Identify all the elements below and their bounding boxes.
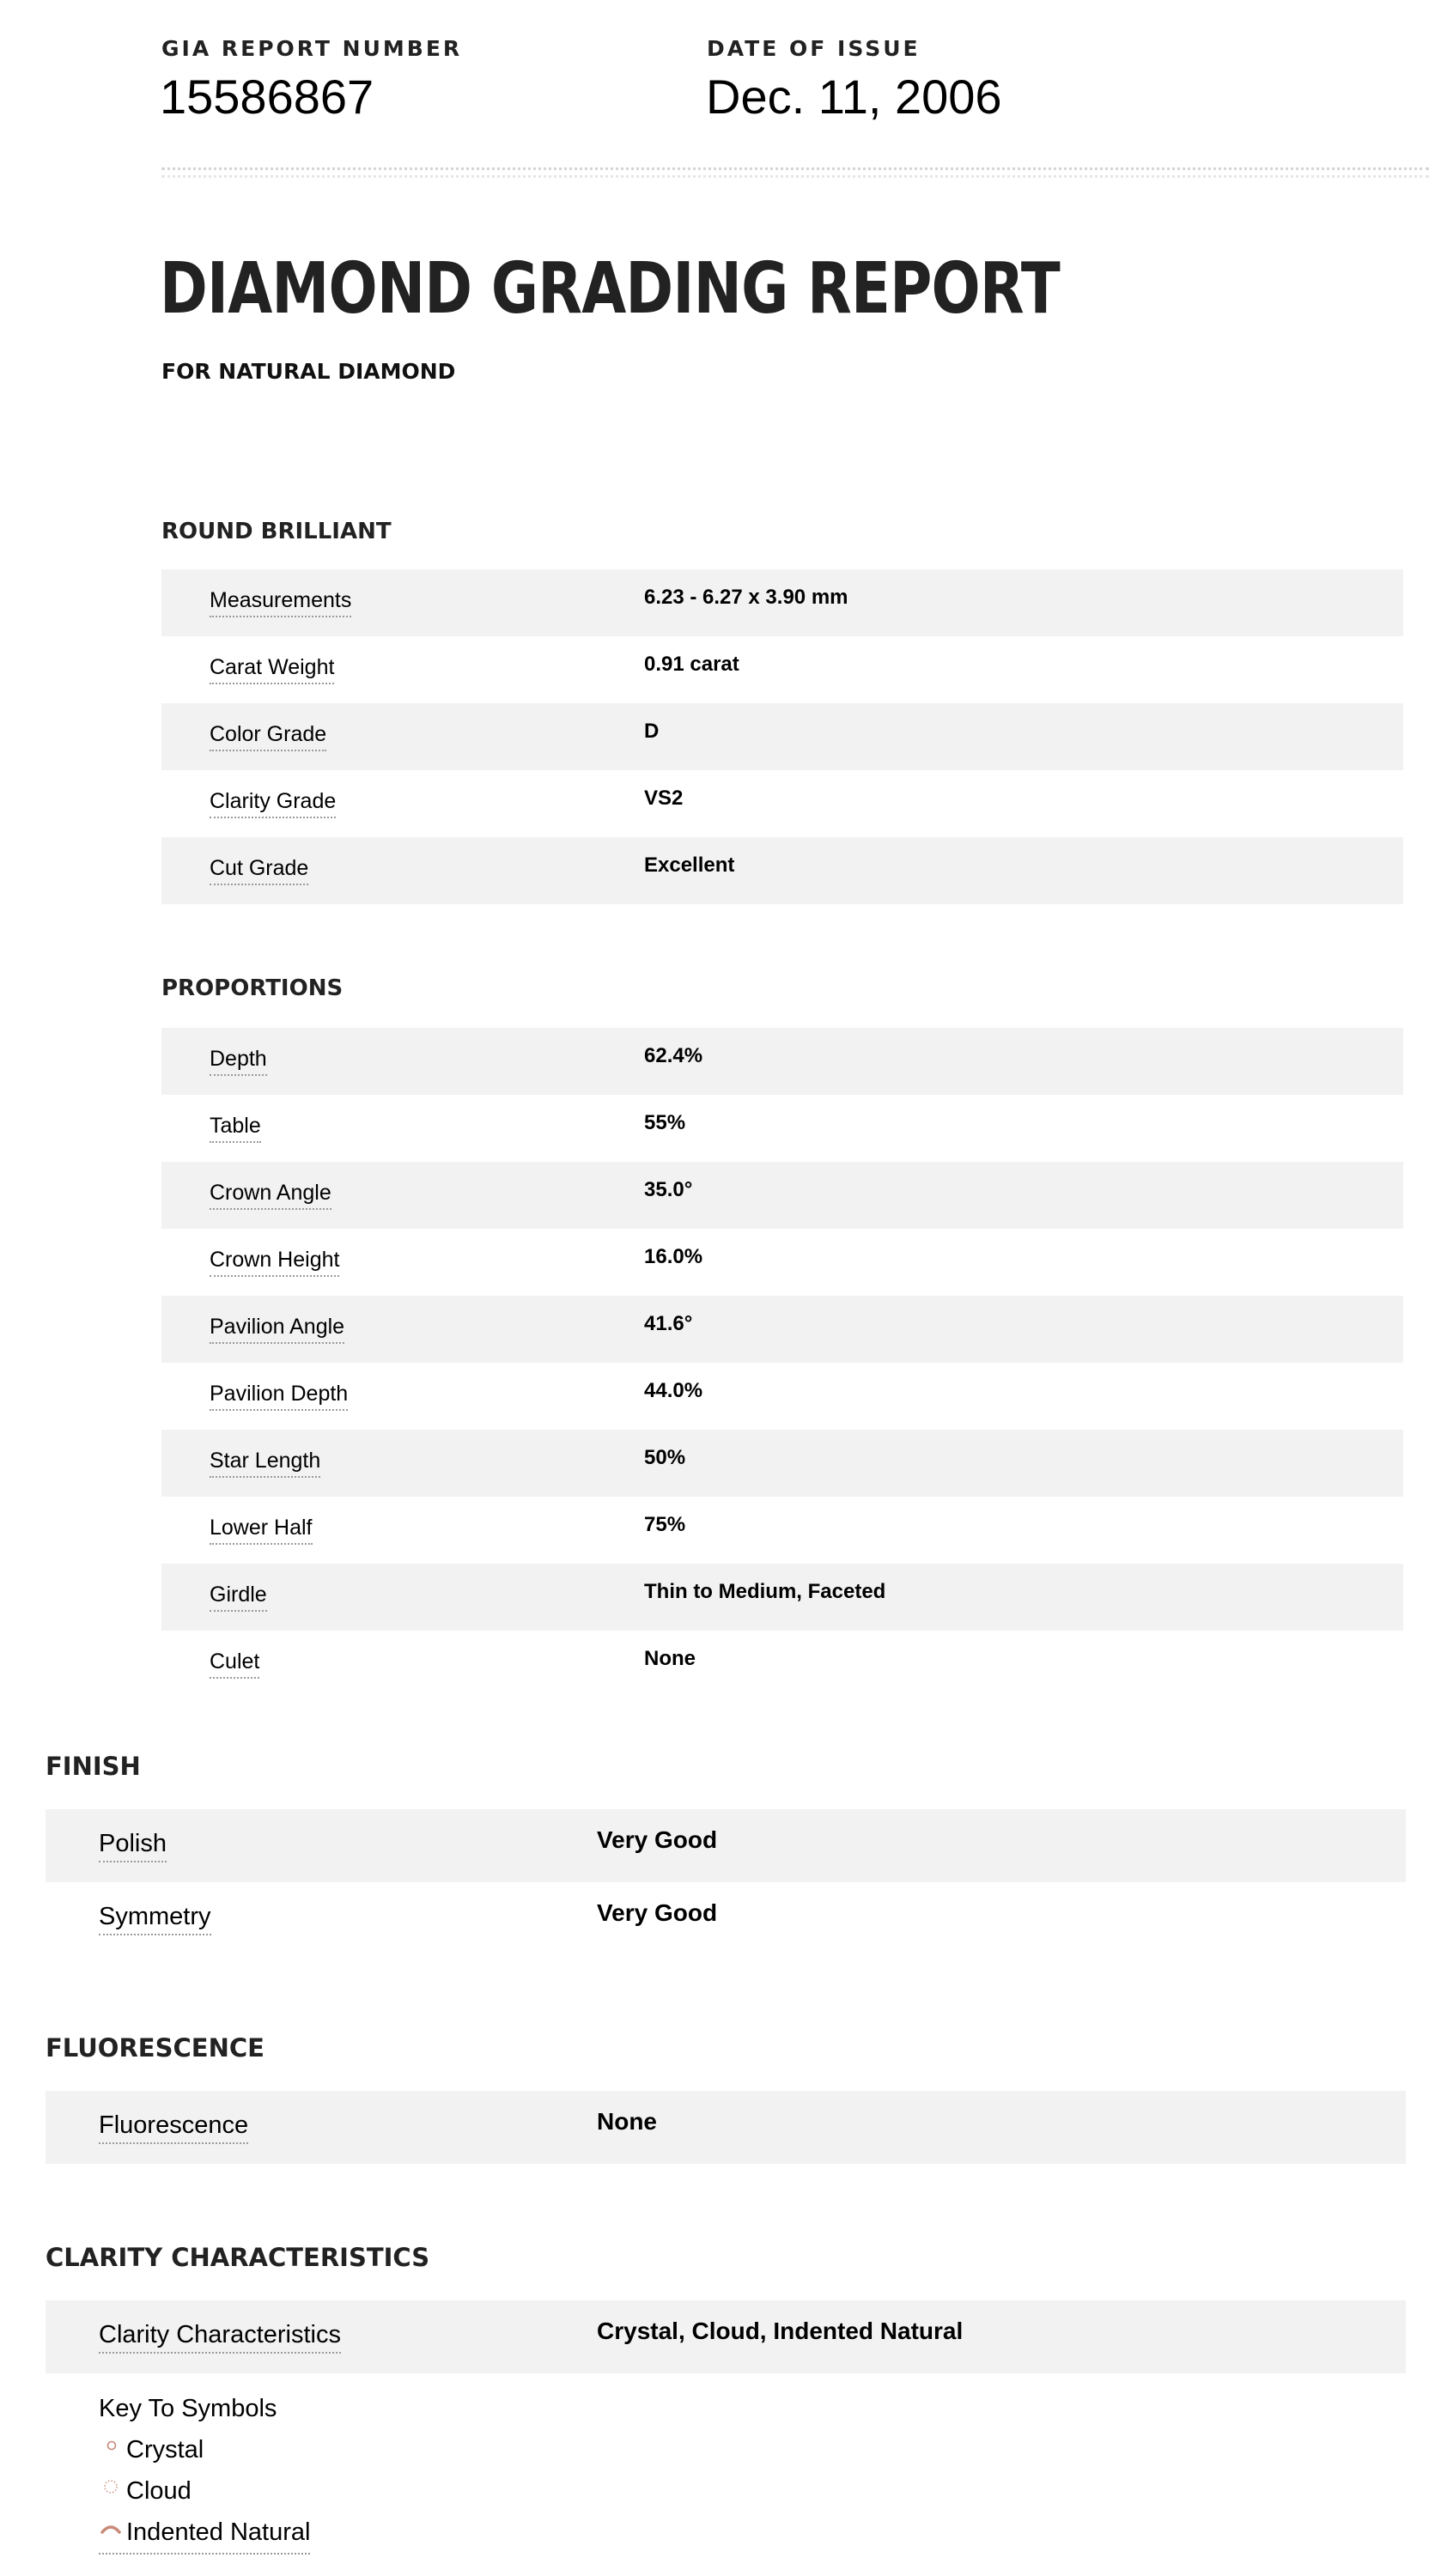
row-label: Cut Grade [210, 856, 308, 885]
row-label: Crown Angle [210, 1181, 331, 1210]
table-row [46, 1882, 1406, 1955]
report-number-label: GIA REPORT NUMBER [161, 36, 463, 61]
table-row [46, 2300, 1406, 2373]
table-row [46, 1809, 1406, 1882]
section-title-fluorescence: FLUORESCENCE [46, 2033, 265, 2063]
row-label: Girdle [210, 1583, 267, 1612]
row-value: 62.4% [644, 1044, 703, 1067]
row-label: Color Grade [210, 722, 326, 751]
row-label: Depth [210, 1047, 267, 1076]
row-value: D [644, 720, 660, 743]
row-value: 41.6° [644, 1312, 693, 1335]
row-label: Lower Half [210, 1516, 313, 1545]
row-label: Polish [99, 1830, 167, 1862]
row-value: None [644, 1647, 696, 1670]
table-row [161, 703, 1403, 770]
row-label: Crown Height [210, 1248, 339, 1277]
cloud-icon [99, 2476, 126, 2504]
key-item-cloud [99, 2477, 192, 2506]
row-value: 35.0° [644, 1178, 693, 1201]
key-to-symbols-title: Key To Symbols [99, 2395, 277, 2422]
key-item-indented-natural [99, 2518, 310, 2555]
row-label: Clarity Characteristics [99, 2321, 341, 2354]
header-divider [161, 167, 1429, 178]
table-row [46, 2091, 1406, 2164]
row-label: Measurements [210, 588, 351, 617]
row-label: Pavilion Depth [210, 1382, 348, 1411]
report-subtitle: FOR NATURAL DIAMOND [161, 359, 456, 384]
row-value: Very Good [597, 1826, 718, 1853]
row-value: 0.91 carat [644, 653, 739, 676]
table-row [161, 1095, 1403, 1162]
key-item-crystal [99, 2436, 204, 2465]
table-row [161, 1229, 1403, 1296]
row-value: 44.0% [644, 1379, 703, 1402]
row-value: None [597, 2108, 657, 2135]
row-value: Very Good [597, 1899, 718, 1926]
row-value: 6.23 - 6.27 x 3.90 mm [644, 586, 848, 609]
row-value: 16.0% [644, 1245, 703, 1268]
table-row [161, 1296, 1403, 1363]
row-label: Culet [210, 1649, 259, 1679]
table-row [161, 636, 1403, 703]
date-of-issue-label: DATE OF ISSUE [707, 36, 921, 61]
table-row [161, 770, 1403, 837]
table-row [161, 1497, 1403, 1564]
row-label: Table [210, 1114, 261, 1143]
report-number: 15586867 [160, 70, 374, 124]
table-row [161, 1564, 1403, 1631]
row-value: 55% [644, 1111, 686, 1134]
table-row [161, 569, 1403, 636]
row-value: VS2 [644, 787, 684, 810]
row-label: Carat Weight [210, 655, 334, 684]
row-label: Pavilion Angle [210, 1315, 344, 1344]
row-value: 50% [644, 1446, 686, 1469]
row-value: Crystal, Cloud, Indented Natural [597, 2318, 964, 2344]
row-value: Thin to Medium, Faceted [644, 1580, 886, 1603]
row-value: 75% [644, 1513, 686, 1536]
report-title: DIAMOND GRADING REPORT [160, 248, 1060, 330]
key-item-label: Crystal [126, 2436, 204, 2464]
table-row [161, 1162, 1403, 1229]
row-label: Fluorescence [99, 2111, 248, 2144]
table-row [161, 1631, 1403, 1698]
indented-natural-icon [99, 2517, 126, 2545]
section-title-proportions: PROPORTIONS [161, 975, 344, 1001]
key-item-label: Indented Natural [126, 2518, 311, 2546]
section-title-clarity: CLARITY CHARACTERISTICS [46, 2243, 430, 2272]
key-item-label: Cloud [126, 2477, 192, 2505]
table-row [161, 1363, 1403, 1430]
row-value: Excellent [644, 854, 735, 877]
row-label: Clarity Grade [210, 789, 336, 818]
table-row [161, 1028, 1403, 1095]
table-row [161, 1430, 1403, 1497]
table-row [161, 837, 1403, 904]
section-title-shape: ROUND BRILLIANT [161, 519, 392, 544]
row-label: Symmetry [99, 1903, 211, 1935]
date-of-issue: Dec. 11, 2006 [706, 70, 1002, 124]
section-title-finish: FINISH [46, 1752, 141, 1781]
row-label: Star Length [210, 1449, 320, 1478]
crystal-icon [99, 2434, 126, 2463]
